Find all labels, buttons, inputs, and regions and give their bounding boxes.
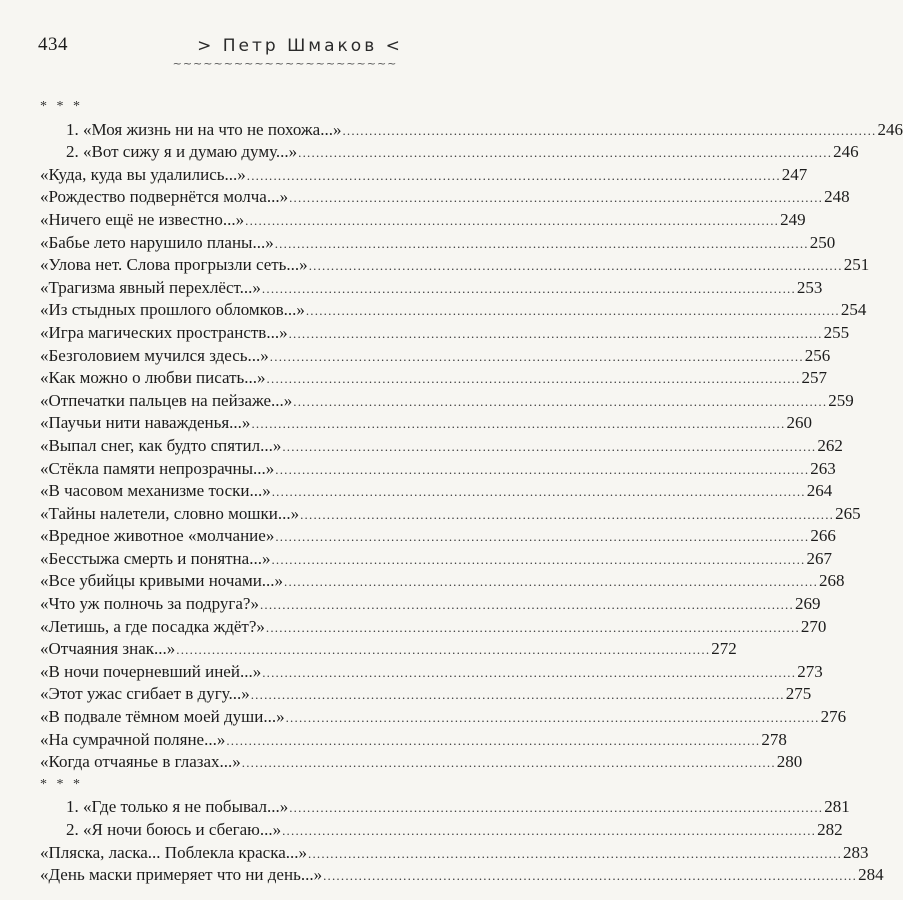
dot-leader: ........................................................................................................................ <box>176 642 711 658</box>
toc-entry-title: «Когда отчаянье в глазах...» <box>40 752 241 772</box>
dot-leader: ........................................................................................................................ <box>282 438 817 454</box>
dot-leader: ........................................................................................................................ <box>245 212 780 228</box>
toc-entry <box>40 525 836 548</box>
toc-entry-page: 276 <box>820 707 847 727</box>
toc-entry-title: «Вредное животное «молчание» <box>40 526 275 546</box>
toc-entry <box>40 729 787 752</box>
toc-entry-page: 263 <box>810 458 836 478</box>
dot-leader: ........................................................................................................................ <box>342 122 877 138</box>
toc-entry <box>40 209 806 232</box>
toc-entry-page: 254 <box>840 300 867 320</box>
toc-entry-title: «Как можно о любви писать...» <box>40 368 266 388</box>
toc-entry-title: «Улова нет. Слова прогрызли сеть...» <box>40 255 308 275</box>
toc-entry <box>40 345 831 368</box>
toc-entry-page: 257 <box>801 368 828 388</box>
dot-leader: ........................................................................................................................ <box>275 529 810 545</box>
toc-entry <box>40 367 828 390</box>
dot-leader: ........................................................................................................................ <box>274 235 809 251</box>
toc-entry-page: 264 <box>806 481 833 501</box>
toc-entry <box>40 616 827 639</box>
toc-entry-title: 2. «Вот сижу я и думаю думу...» <box>66 142 298 162</box>
toc-entry <box>40 819 843 842</box>
toc-entry-page: 249 <box>780 209 806 229</box>
toc-entry-title: «Пляска, ласка... Поблекла краска...» <box>40 842 308 862</box>
toc-entry <box>40 751 803 774</box>
dot-leader: ........................................................................................................................ <box>226 732 761 748</box>
toc-entry <box>40 503 861 526</box>
dot-leader: ........................................................................................................................ <box>241 755 776 771</box>
toc-entry-title: «Ничего ещё не известно...» <box>40 209 245 229</box>
dot-leader: ........................................................................................................................ <box>289 800 824 816</box>
toc-entry <box>40 796 850 819</box>
toc-entry-title: «Все убийцы кривыми ночами...» <box>40 571 284 591</box>
dot-leader: ........................................................................................................................ <box>285 710 820 726</box>
toc-entry-title: «Трагизма явный перехлёст...» <box>40 277 261 297</box>
toc-entry-page: 272 <box>711 639 737 659</box>
toc-entry-title: «Из стыдных прошлого обломков...» <box>40 300 305 320</box>
toc-entry <box>40 706 847 729</box>
toc-entry-title: 1. «Где только я не побывал...» <box>66 797 289 817</box>
dot-leader: ........................................................................................................................ <box>269 348 804 364</box>
toc-entry <box>40 141 859 164</box>
toc-entry-page: 269 <box>794 594 821 614</box>
dot-leader: ........................................................................................................................ <box>262 664 797 680</box>
toc-entry <box>40 412 812 435</box>
toc-entry-page: 281 <box>824 797 850 817</box>
section-separator: * * * <box>40 776 83 792</box>
dot-leader: ........................................................................................................................ <box>308 258 843 274</box>
toc-entry <box>40 435 843 458</box>
dot-leader: ........................................................................................................................ <box>265 619 800 635</box>
toc-entry-page: 262 <box>817 435 843 455</box>
dot-leader: ........................................................................................................................ <box>266 371 801 387</box>
toc-entry-page: 268 <box>819 571 845 591</box>
toc-entry <box>40 254 870 277</box>
toc-entry-page: 270 <box>800 616 827 636</box>
dot-leader: ........................................................................................................................ <box>300 506 835 522</box>
dot-leader: ........................................................................................................................ <box>298 145 833 161</box>
toc-entry-title: 1. «Моя жизнь ни на что не похожа...» <box>66 119 342 139</box>
toc-entry-page: 282 <box>817 820 843 839</box>
page-number: 434 <box>38 34 68 55</box>
toc-entry-title: «Бесстыжа смерть и понятна...» <box>40 548 271 568</box>
dot-leader: ........................................................................................................................ <box>275 461 810 477</box>
toc-entry-page: 284 <box>858 865 884 885</box>
toc-entry-page: 247 <box>781 164 808 184</box>
toc-entry <box>40 119 903 142</box>
dot-leader: ........................................................................................................................ <box>288 325 823 341</box>
toc-entry-page: 278 <box>761 729 787 749</box>
dot-leader: ........................................................................................................................ <box>282 823 817 838</box>
toc-entry-title: «В ночи почерневший иней...» <box>40 661 262 681</box>
toc-entry <box>40 390 854 413</box>
dot-leader: ........................................................................................................................ <box>289 190 824 206</box>
toc-entry-title: 2. «Я ночи боюсь и сбегаю...» <box>66 820 282 839</box>
toc-entry-page: 267 <box>806 548 832 568</box>
toc-entry-page: 283 <box>843 842 869 862</box>
toc-entry-title: «Отчаяния знак...» <box>40 639 176 659</box>
toc-entry-title: «В подвале тёмном моей души...» <box>40 707 285 727</box>
toc-entry-page: 253 <box>796 277 823 297</box>
toc-entry-page: 246 <box>833 142 859 162</box>
dot-leader: ........................................................................................................................ <box>305 303 840 319</box>
toc-entry-page: 259 <box>828 390 854 410</box>
toc-entry-title: «Этот ужас сгибает в дугу...» <box>40 684 250 704</box>
toc-entry-title: «Безголовием мучился здесь...» <box>40 345 269 365</box>
toc-entry-title: «Игра магических пространств...» <box>40 322 288 342</box>
toc-entry-title: «Что уж полночь за подруга?» <box>40 594 259 614</box>
toc-entry-page: 280 <box>776 752 803 772</box>
toc-entry <box>40 277 823 300</box>
toc-entry <box>40 593 821 616</box>
toc-entry-title: «Отпечатки пальцев на пейзаже...» <box>40 390 293 410</box>
toc-entry-page: 246 <box>877 119 903 139</box>
dot-leader: ........................................................................................................................ <box>293 393 828 409</box>
toc-entry-page: 250 <box>809 232 836 252</box>
toc-entry-page: 275 <box>785 684 812 704</box>
toc-entry-page: 260 <box>786 413 812 433</box>
table-of-contents <box>40 96 903 887</box>
toc-entry <box>40 458 836 481</box>
toc-entry <box>40 570 845 593</box>
head-ornament: ~~~~~~~~~~~~~~~~~~~~~~ <box>172 57 398 70</box>
toc-entry-page: 273 <box>797 661 823 681</box>
dot-leader: ........................................................................................................................ <box>308 845 843 861</box>
toc-entry-title: «Летишь, а где посадка ждёт?» <box>40 616 265 636</box>
toc-entry-title: «Куда, куда вы удалились...» <box>40 164 246 184</box>
toc-entry <box>40 864 884 887</box>
toc-entry-page: 248 <box>824 187 850 207</box>
dot-leader: ........................................................................................................................ <box>250 687 785 703</box>
toc-entry-title: «Стёкла памяти непрозрачны...» <box>40 458 275 478</box>
section-separator: * * * <box>40 99 83 114</box>
toc-entry <box>40 683 812 706</box>
toc-entry-title: «Выпал снег, как будто спятил...» <box>40 435 282 455</box>
toc-entry <box>40 322 850 345</box>
dot-leader: ........................................................................................................................ <box>271 484 806 500</box>
toc-entry-title: «Рождество подвернётся молча...» <box>40 187 289 207</box>
toc-entry <box>40 299 867 322</box>
toc-entry-title: «На сумрачной поляне...» <box>40 729 226 749</box>
toc-entry-page: 265 <box>835 503 861 523</box>
toc-entry <box>40 842 869 865</box>
toc-entry-page: 255 <box>823 322 850 342</box>
toc-entry-title: «В часовом механизме тоски...» <box>40 481 271 501</box>
toc-entry-title: «День маски примеряет что ни день...» <box>40 865 323 885</box>
toc-entry-page: 251 <box>843 255 870 275</box>
toc-entry-title: «Паучьи нити наважденья...» <box>40 413 251 433</box>
dot-leader: ........................................................................................................................ <box>261 280 796 296</box>
toc-entry-page: 256 <box>804 345 831 365</box>
toc-entry-page: 266 <box>810 526 836 546</box>
toc-entry <box>40 661 823 684</box>
toc-entry <box>40 638 737 661</box>
dot-leader: ........................................................................................................................ <box>246 167 781 183</box>
dot-leader: ........................................................................................................................ <box>284 574 819 590</box>
dot-leader: ........................................................................................................................ <box>323 868 858 884</box>
dot-leader: ........................................................................................................................ <box>271 551 806 567</box>
toc-entry <box>40 480 833 503</box>
toc-entry-title: «Тайны налетели, словно мошки...» <box>40 503 300 523</box>
running-head: > Петр Шмаков < <box>197 36 403 56</box>
dot-leader: ........................................................................................................................ <box>251 416 786 432</box>
toc-entry <box>40 186 850 209</box>
toc-entry <box>40 232 836 255</box>
toc-entry-title: «Бабье лето нарушило планы...» <box>40 232 274 252</box>
dot-leader: ........................................................................................................................ <box>259 597 794 613</box>
toc-entry <box>40 164 808 187</box>
toc-entry <box>40 548 832 571</box>
